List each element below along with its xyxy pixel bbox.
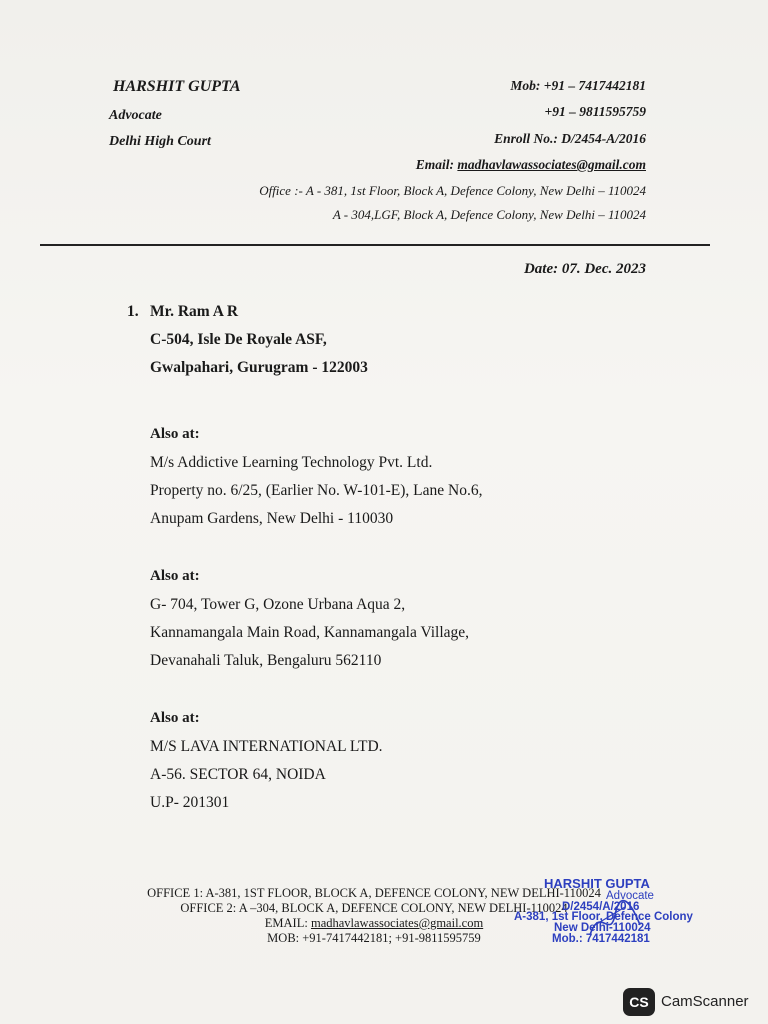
signature-scribble bbox=[585, 895, 645, 945]
recipient-address-line: C-504, Isle De Royale ASF, bbox=[150, 331, 327, 348]
court-name: Delhi High Court bbox=[109, 134, 211, 149]
email-label: Email: bbox=[415, 157, 455, 172]
also-at-label: Also at: bbox=[150, 710, 200, 726]
also-at-label: Also at: bbox=[150, 426, 200, 442]
address-line: A-56. SECTOR 64, NOIDA bbox=[150, 766, 326, 783]
footer-office-2: OFFICE 2: A –304, BLOCK A, DEFENCE COLONY, NEW DELHI-110024 bbox=[180, 901, 568, 915]
address-line: G- 704, Tower G, Ozone Urbana Aqua 2, bbox=[150, 596, 406, 613]
address-line: U.P- 201301 bbox=[150, 794, 230, 811]
stamp-title: Advocate bbox=[606, 890, 654, 902]
address-line: Anupam Gardens, New Delhi - 110030 bbox=[150, 510, 394, 527]
also-at-label: Also at: bbox=[150, 568, 200, 584]
address-line: Kannamangala Main Road, Kannamangala Village, bbox=[150, 624, 470, 641]
letter-date: Date: 07. Dec. 2023 bbox=[523, 261, 646, 277]
email-line bbox=[416, 157, 646, 173]
stamp-name: HARSHIT GUPTA bbox=[544, 876, 650, 891]
office-address-2: A - 304,LGF, Block A, Defence Colony, New Delhi – 110024 bbox=[332, 207, 646, 222]
stamp-mobile: Mob.: 7417442181 bbox=[552, 933, 650, 945]
address-line: Devanahali Taluk, Bengaluru 562110 bbox=[150, 652, 382, 669]
recipient-name: Mr. Ram A R bbox=[150, 303, 239, 320]
mobile-2: +91 – 9811595759 bbox=[544, 104, 646, 119]
stamp-address-2: New Delhi-110024 bbox=[554, 922, 651, 934]
mobile-1: Mob: +91 – 7417442181 bbox=[510, 78, 646, 93]
camscanner-logo-icon: CS bbox=[623, 988, 655, 1016]
advocate-title: Advocate bbox=[109, 108, 162, 123]
address-line: M/s Addictive Learning Technology Pvt. Ltd. bbox=[150, 454, 433, 471]
footer-mobile: MOB: +91-7417442181; +91-9811595759 bbox=[267, 931, 481, 945]
recipient-address-line: Gwalpahari, Gurugram - 122003 bbox=[150, 359, 368, 376]
enroll-number: Enroll No.: D/2454-A/2016 bbox=[494, 131, 646, 146]
stamp-enroll: D/2454/A/2016 bbox=[562, 901, 640, 913]
stamp-address-1: A-381, 1st Floor, Defence Colony bbox=[514, 911, 693, 923]
footer-email-label: EMAIL: bbox=[264, 916, 308, 930]
footer-office-1: OFFICE 1: A-381, 1ST FLOOR, BLOCK A, DEFENCE COLONY, NEW DELHI-110024 bbox=[147, 886, 601, 900]
address-line: M/S LAVA INTERNATIONAL LTD. bbox=[150, 738, 383, 755]
advocate-name: HARSHIT GUPTA bbox=[113, 78, 241, 95]
address-line: Property no. 6/25, (Earlier No. W-101-E), Lane No.6, bbox=[150, 482, 483, 499]
email-link[interactable]: madhavlawassociates@gmail.com bbox=[457, 157, 646, 172]
office-address-1: Office :- A - 381, 1st Floor, Block A, Defence Colony, New Delhi – 110024 bbox=[259, 183, 646, 198]
header-divider bbox=[40, 244, 710, 246]
camscanner-label: CamScanner bbox=[661, 993, 749, 1010]
footer-email-link[interactable]: madhavlawassociates@gmail.com bbox=[310, 916, 484, 930]
recipient-number: 1. bbox=[127, 303, 139, 320]
